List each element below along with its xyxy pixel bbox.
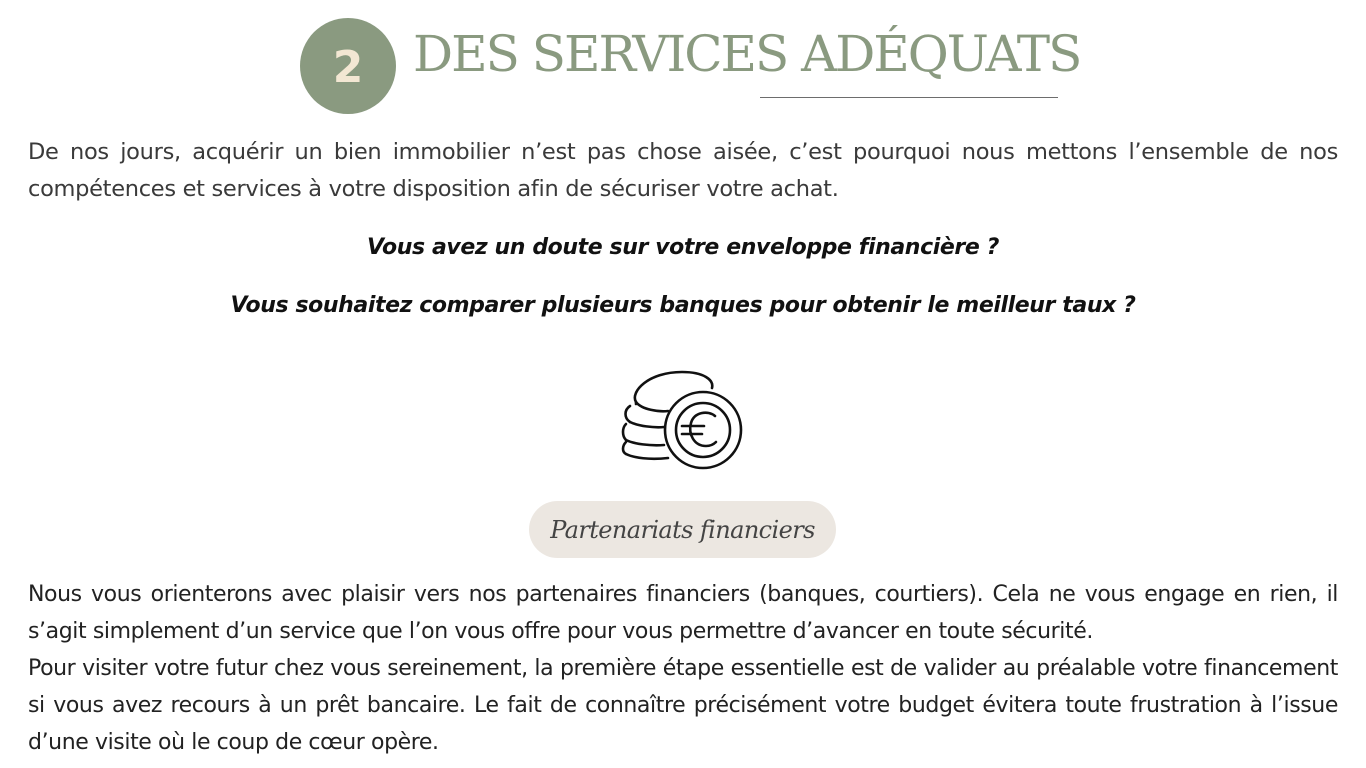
step-badge <box>300 18 396 114</box>
coins-euro-icon <box>620 368 746 472</box>
question-compare-banks: Vous souhaitez comparer plusieurs banques pour obtenir le meilleur taux ? <box>230 293 1136 318</box>
section-header <box>300 17 1080 113</box>
financial-partnerships-label: Partenariats financiers <box>529 501 836 558</box>
section-title: DES SERVICES ADÉQUATS <box>413 25 1081 83</box>
question-budget: Vous avez un doute sur votre enveloppe financière ? <box>367 235 999 260</box>
step-number: 2 <box>332 41 364 93</box>
paragraph-partners: Nous vous orienterons avec plaisir vers nos partenaires financiers (banques, courtiers). Cela ne vous engage en rien, il s’agit simplement d’un service que l’on vous offre pour vous permettre d’avancer en toute sécurité. <box>28 582 1338 644</box>
title-underline <box>760 97 1058 98</box>
paragraph-financing: Pour visiter votre futur chez vous sereinement, la première étape essentielle est de valider au préalable votre financement si vous avez recours à un prêt bancaire. Le fait de connaître précisément votre budget évitera toute frustration à l’issue d’une visite où le coup de cœur opère. <box>28 656 1338 755</box>
intro-paragraph: De nos jours, acquérir un bien immobilier n’est pas chose aisée, c’est pourquoi nous mettons l’ensemble de nos compétences et services à votre disposition afin de sécuriser votre achat. <box>28 139 1338 202</box>
